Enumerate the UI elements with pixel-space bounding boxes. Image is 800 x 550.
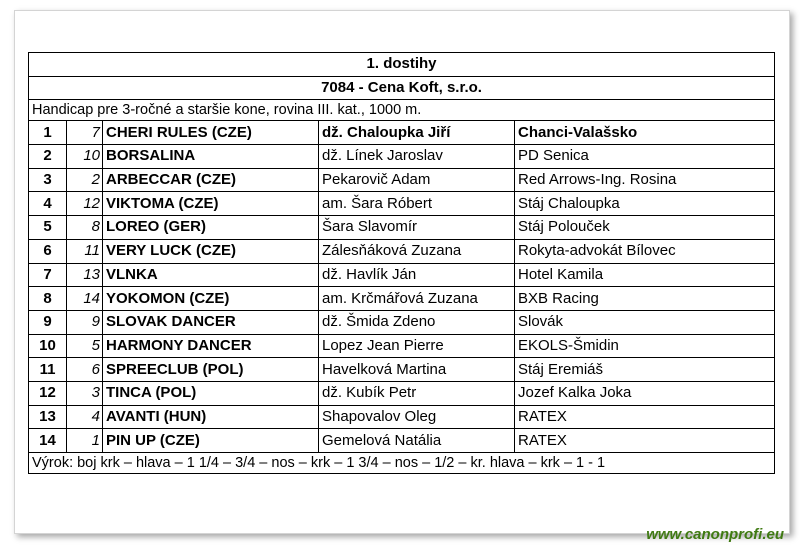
results-table	[28, 52, 775, 474]
saddle-number-cell: 5	[67, 334, 103, 358]
place-cell: 2	[29, 145, 67, 169]
place-cell: 9	[29, 310, 67, 334]
place-cell: 10	[29, 334, 67, 358]
horse-name-cell: ARBECCAR (CZE)	[103, 168, 319, 192]
table-row	[29, 121, 775, 145]
place-cell: 6	[29, 239, 67, 263]
table-row	[29, 168, 775, 192]
place-cell: 1	[29, 121, 67, 145]
saddle-number-cell: 2	[67, 168, 103, 192]
horse-name-cell: TINCA (POL)	[103, 381, 319, 405]
jockey-cell: dž. Šmida Zdeno	[319, 310, 515, 334]
owner-cell: RATEX	[515, 429, 775, 453]
horse-name-cell: HARMONY DANCER	[103, 334, 319, 358]
saddle-number-cell: 3	[67, 381, 103, 405]
table-row	[29, 405, 775, 429]
table-row	[29, 263, 775, 287]
saddle-number-cell: 8	[67, 216, 103, 240]
owner-cell: Red Arrows-Ing. Rosina	[515, 168, 775, 192]
saddle-number-cell: 4	[67, 405, 103, 429]
race-conditions-row	[29, 100, 775, 121]
table-row	[29, 381, 775, 405]
saddle-number-cell: 7	[67, 121, 103, 145]
owner-cell: Stáj Eremiáš	[515, 358, 775, 382]
jockey-cell: Shapovalov Oleg	[319, 405, 515, 429]
owner-cell: Rokyta-advokát Bílovec	[515, 239, 775, 263]
jockey-cell: Havelková Martina	[319, 358, 515, 382]
saddle-number-cell: 10	[67, 145, 103, 169]
saddle-number-cell: 6	[67, 358, 103, 382]
horse-name-cell: BORSALINA	[103, 145, 319, 169]
watermark: www.canonprofi.eu	[646, 526, 784, 543]
horse-name-cell: PIN UP (CZE)	[103, 429, 319, 453]
race-name: 7084 - Cena Koft, s.r.o.	[29, 76, 775, 100]
table-row	[29, 429, 775, 453]
horse-name-cell: VIKTOMA (CZE)	[103, 192, 319, 216]
table-row	[29, 310, 775, 334]
owner-cell: BXB Racing	[515, 287, 775, 311]
jockey-cell: am. Krčmářová Zuzana	[319, 287, 515, 311]
owner-cell: RATEX	[515, 405, 775, 429]
owner-cell: Jozef Kalka Joka	[515, 381, 775, 405]
place-cell: 5	[29, 216, 67, 240]
place-cell: 3	[29, 168, 67, 192]
race-name-row	[29, 76, 775, 100]
saddle-number-cell: 1	[67, 429, 103, 453]
jockey-cell: am. Šara Róbert	[319, 192, 515, 216]
saddle-number-cell: 13	[67, 263, 103, 287]
race-conditions: Handicap pre 3-ročné a staršie kone, rovina III. kat., 1000 m.	[29, 100, 775, 121]
saddle-number-cell: 11	[67, 239, 103, 263]
jockey-cell: dž. Chaloupka Jiří	[319, 121, 515, 145]
owner-cell: Hotel Kamila	[515, 263, 775, 287]
horse-name-cell: LOREO (GER)	[103, 216, 319, 240]
table-row	[29, 334, 775, 358]
owner-cell: Stáj Polouček	[515, 216, 775, 240]
place-cell: 4	[29, 192, 67, 216]
horse-name-cell: SPREECLUB (POL)	[103, 358, 319, 382]
horse-name-cell: VERY LUCK (CZE)	[103, 239, 319, 263]
jockey-cell: Šara Slavomír	[319, 216, 515, 240]
horse-name-cell: CHERI RULES (CZE)	[103, 121, 319, 145]
margins-row	[29, 453, 775, 474]
jockey-cell: dž. Línek Jaroslav	[319, 145, 515, 169]
saddle-number-cell: 12	[67, 192, 103, 216]
table-row	[29, 145, 775, 169]
jockey-cell: Zálesňáková Zuzana	[319, 239, 515, 263]
jockey-cell: Lopez Jean Pierre	[319, 334, 515, 358]
table-row	[29, 192, 775, 216]
place-cell: 7	[29, 263, 67, 287]
race-title: 1. dostihy	[29, 53, 775, 77]
horse-name-cell: AVANTI (HUN)	[103, 405, 319, 429]
place-cell: 11	[29, 358, 67, 382]
jockey-cell: dž. Havlík Ján	[319, 263, 515, 287]
place-cell: 8	[29, 287, 67, 311]
saddle-number-cell: 9	[67, 310, 103, 334]
saddle-number-cell: 14	[67, 287, 103, 311]
horse-name-cell: VLNKA	[103, 263, 319, 287]
jockey-cell: dž. Kubík Petr	[319, 381, 515, 405]
owner-cell: EKOLS-Šmidin	[515, 334, 775, 358]
jockey-cell: Pekarovič Adam	[319, 168, 515, 192]
place-cell: 13	[29, 405, 67, 429]
owner-cell: PD Senica	[515, 145, 775, 169]
owner-cell: Stáj Chaloupka	[515, 192, 775, 216]
horse-name-cell: YOKOMON (CZE)	[103, 287, 319, 311]
horse-name-cell: SLOVAK DANCER	[103, 310, 319, 334]
owner-cell: Slovák	[515, 310, 775, 334]
table-row	[29, 358, 775, 382]
race-title-row	[29, 53, 775, 77]
place-cell: 14	[29, 429, 67, 453]
table-row	[29, 287, 775, 311]
owner-cell: Chanci-Valašsko	[515, 121, 775, 145]
place-cell: 12	[29, 381, 67, 405]
table-row	[29, 216, 775, 240]
race-margins: Výrok: boj krk – hlava – 1 1/4 – 3/4 – nos – krk – 1 3/4 – nos – 1/2 – kr. hlava – krk – 1 - 1	[29, 453, 775, 474]
table-row	[29, 239, 775, 263]
jockey-cell: Gemelová Natália	[319, 429, 515, 453]
